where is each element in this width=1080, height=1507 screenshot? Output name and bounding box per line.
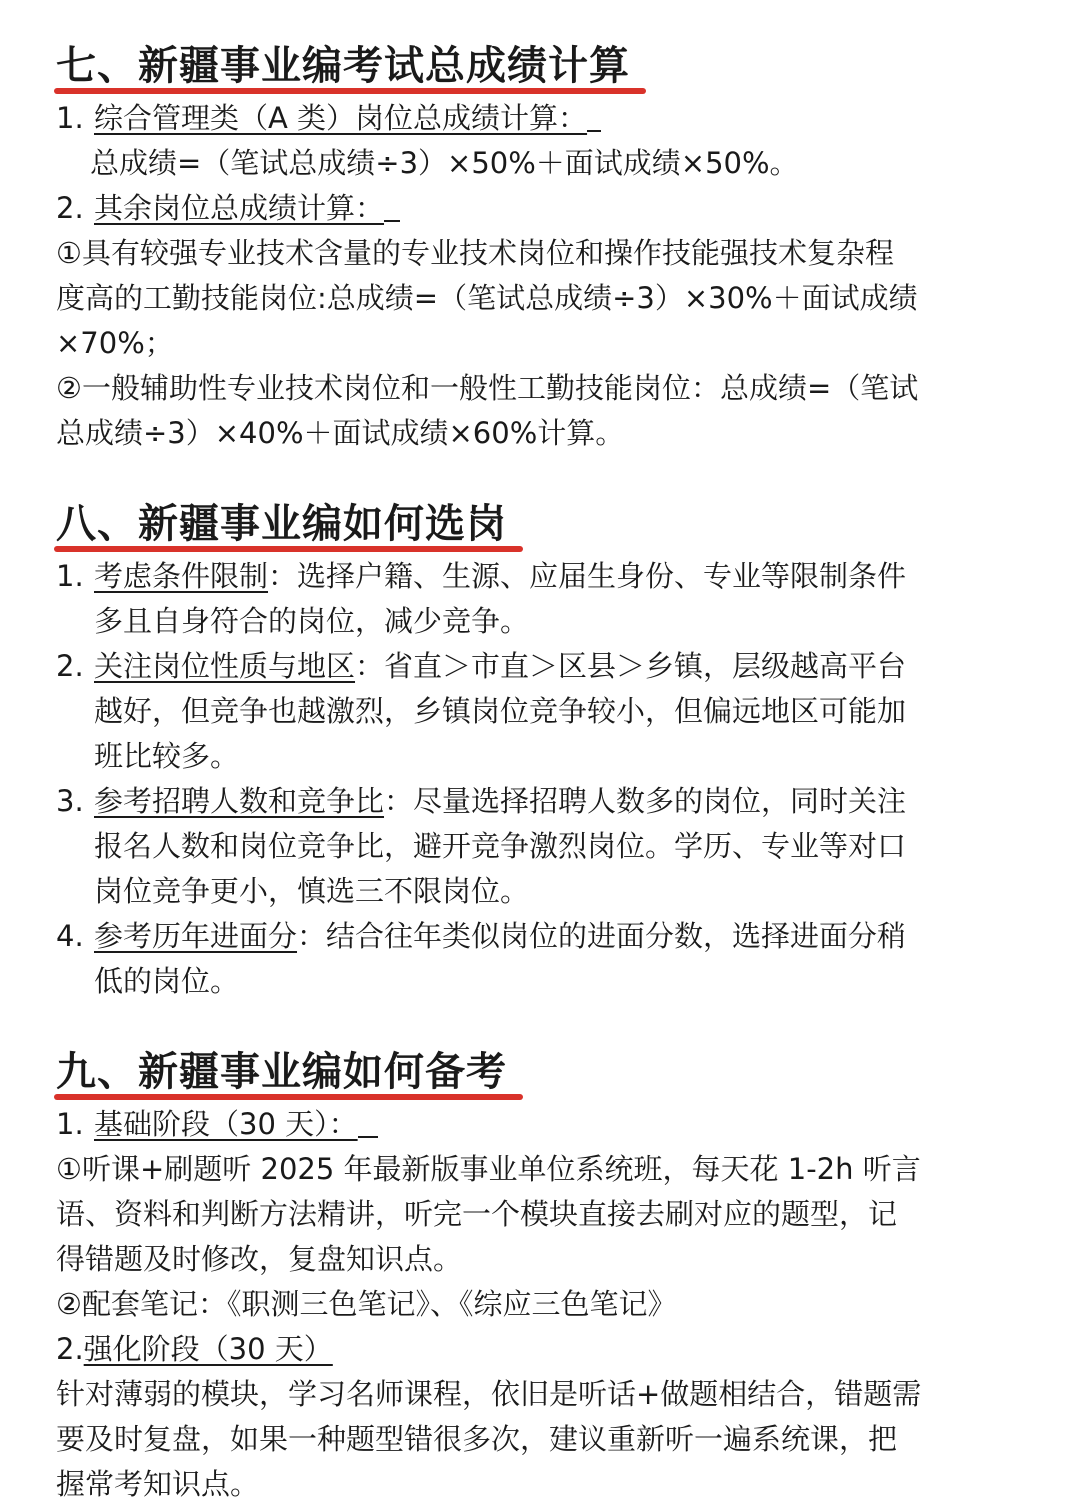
item-key: 关注岗位性质与地区 <box>94 649 356 683</box>
item-title: 强化阶段（30 天） <box>83 1332 333 1366</box>
list-item <box>56 1327 1080 1372</box>
item-number: 3. <box>56 784 84 818</box>
paragraph-line: 总成绩÷3）×40%＋面试成绩×60%计算。 <box>56 416 625 450</box>
list-item <box>56 779 1080 914</box>
item-title: 其余岗位总成绩计算： <box>94 191 385 225</box>
item-continuation: 岗位竞争更小，慎选三不限岗位。 <box>94 874 530 908</box>
paragraph-line: 针对薄弱的模块，学习名师课程，依旧是听话+做题相结合，错题需 <box>56 1377 922 1411</box>
paragraph-line: 得错题及时修改，复盘知识点。 <box>56 1242 463 1276</box>
item-number: 4. <box>56 919 84 953</box>
item-number: 2. <box>56 1332 84 1366</box>
paragraph-line: ②一般辅助性专业技术岗位和一般性工勤技能岗位：总成绩=（笔试 <box>56 371 919 405</box>
item-text: ：结合往年类似岗位的进面分数，选择进面分稍 <box>297 919 907 953</box>
item-title: 综合管理类（A 类）岗位总成绩计算： <box>94 101 588 135</box>
item-continuation: 低的岗位。 <box>94 964 240 998</box>
paragraph-line: 要及时复盘，如果一种题型错很多次，建议重新听一遍系统课，把 <box>56 1422 898 1456</box>
underline-trail <box>384 186 400 222</box>
underline-trail <box>587 96 601 132</box>
item-key: 参考招聘人数和竞争比 <box>94 784 385 818</box>
list-item <box>56 644 1080 779</box>
paragraph-line: ×70%； <box>56 326 174 360</box>
item-continuation: 班比较多。 <box>94 739 240 773</box>
item-title: 基础阶段（30 天）： <box>94 1107 358 1141</box>
paragraph-line: ②配套笔记：《职测三色笔记》、《综应三色笔记》 <box>56 1287 677 1321</box>
list-item <box>56 554 1080 644</box>
paragraph-line: 握常考知识点。 <box>56 1467 260 1501</box>
section-8 <box>56 498 1080 1004</box>
item-key: 考虑条件限制 <box>94 559 269 593</box>
section-7 <box>56 40 1080 456</box>
item-text: ：尽量选择招聘人数多的岗位，同时关注 <box>384 784 907 818</box>
section-7-title: 七、新疆事业编考试总成绩计算 <box>56 43 630 89</box>
section-9-title: 九、新疆事业编如何备考 <box>56 1049 507 1095</box>
section-heading <box>56 1046 517 1098</box>
paragraph-line: ①具有较强专业技术含量的专业技术岗位和操作技能强技术复杂程 <box>56 236 894 270</box>
paragraph-line: ①听课+刷题听 2025 年最新版事业单位系统班，每天花 1-2h 听言 <box>56 1152 921 1186</box>
list-item <box>56 1102 1080 1147</box>
item-number: 1. <box>56 101 84 135</box>
item-number: 2. <box>56 191 84 225</box>
item-continuation: 多且自身符合的岗位，减少竞争。 <box>94 604 530 638</box>
section-heading <box>56 498 517 550</box>
item-number: 1. <box>56 559 84 593</box>
item-text: ：选择户籍、生源、应届生身份、专业等限制条件 <box>268 559 907 593</box>
section-9 <box>56 1046 1080 1507</box>
item-continuation: 越好，但竞争也越激烈，乡镇岗位竞争较小，但偏远地区可能加 <box>94 694 907 728</box>
list-item <box>56 96 1080 141</box>
paragraph-line: 度高的工勤技能岗位:总成绩=（笔试总成绩÷3）×30%＋面试成绩 <box>56 281 918 315</box>
section-8-title: 八、新疆事业编如何选岗 <box>56 501 507 547</box>
section-heading <box>56 40 640 92</box>
list-item <box>56 914 1080 1004</box>
formula-line: 总成绩=（笔试总成绩÷3）×50%＋面试成绩×50%。 <box>90 146 799 180</box>
paragraph-line: 语、资料和判断方法精讲，听完一个模块直接去刷对应的题型，记 <box>56 1197 898 1231</box>
item-text: ：省直＞市直＞区县＞乡镇，层级越高平台 <box>355 649 907 683</box>
list-item <box>56 186 1080 231</box>
item-number: 1. <box>56 1107 84 1141</box>
item-continuation: 报名人数和岗位竞争比，避开竞争激烈岗位。学历、专业等对口 <box>94 829 907 863</box>
item-number: 2. <box>56 649 84 683</box>
underline-trail <box>358 1102 378 1138</box>
item-key: 参考历年进面分 <box>94 919 298 953</box>
